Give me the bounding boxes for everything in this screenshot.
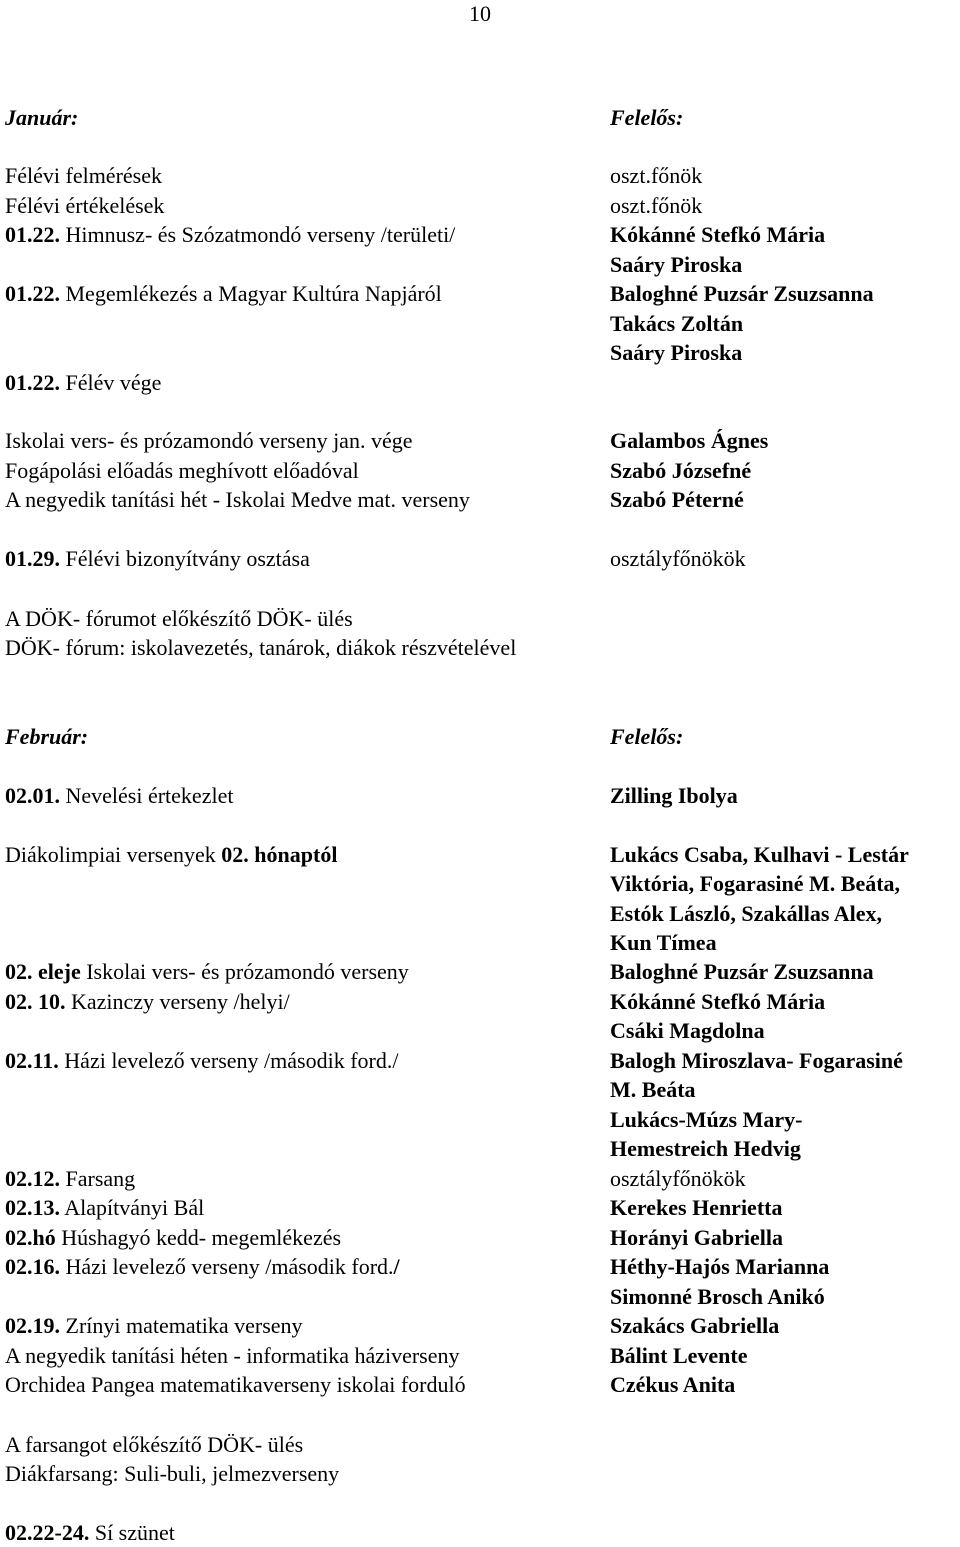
february-event: [5, 958, 409, 986]
february-event-date: 02.12.: [5, 1166, 60, 1191]
february-responsible: Kun Tímea: [610, 930, 717, 955]
february-responsible: Lukács Csaba, Kulhavi - Lestár: [610, 842, 909, 867]
february-responsible: Estók László, Szakállas Alex,: [610, 901, 882, 926]
january-responsible: Galambos Ágnes: [610, 428, 769, 453]
february-responsible: Lukács-Múzs Mary-: [610, 1107, 803, 1132]
january-event-text: Megemlékezés a Magyar Kultúra Napjáról: [60, 281, 442, 306]
january-responsible: Saáry Piroska: [610, 252, 743, 277]
february-event-emphasis: /: [393, 1254, 400, 1279]
february-responsible: Csáki Magdolna: [610, 1018, 765, 1043]
february-event: [5, 1194, 204, 1222]
february-event-text: Zrínyi matematika verseny: [60, 1313, 303, 1338]
january-event-date: 01.22.: [5, 370, 60, 395]
january-event-text: A negyedik tanítási hét - Iskolai Medve mat. verseny: [5, 487, 470, 512]
february-event-text: Házi levelező verseny /második ford.: [60, 1254, 394, 1279]
page-number: 10: [469, 1, 491, 26]
february-event: [5, 1224, 341, 1252]
february-event: [5, 1047, 398, 1075]
february-event-text: Farsang: [60, 1166, 136, 1191]
february-responsible: Szakács Gabriella: [610, 1313, 780, 1338]
january-event-text: Félévi felmérések: [5, 163, 162, 188]
february-event-date: 02.19.: [5, 1313, 60, 1338]
february-event: [5, 841, 337, 869]
february-event-date: 02.hó: [5, 1225, 56, 1250]
february-responsible: Viktória, Fogarasiné M. Beáta,: [610, 871, 901, 896]
february-responsible: Baloghné Puzsár Zsuzsanna: [610, 959, 874, 984]
february-event: [5, 988, 290, 1016]
january-event: [5, 605, 353, 633]
february-event-text: Diákfarsang: Suli-buli, jelmezverseny: [5, 1461, 340, 1486]
january-event-text: Félév vége: [60, 370, 162, 395]
february-event-date: 02.13.: [5, 1195, 60, 1220]
january-responsible: Szabó Józsefné: [610, 458, 752, 483]
january-event-date: 01.22.: [5, 222, 60, 247]
february-event-date: 02.11.: [5, 1048, 59, 1073]
february-responsible: Hemestreich Hedvig: [610, 1136, 801, 1161]
february-event: [5, 1312, 303, 1340]
february-event: [5, 1253, 400, 1281]
february-event-text: Nevelési értekezlet: [60, 783, 234, 808]
february-event-text: A negyedik tanítási héten - informatika háziverseny: [5, 1343, 460, 1368]
january-event-text: Félévi értékelések: [5, 193, 165, 218]
february-event-text: A farsangot előkészítő DÖK- ülés: [5, 1432, 304, 1457]
february-event-date: 02.16.: [5, 1254, 60, 1279]
january-responsible: oszt.főnök: [610, 163, 703, 188]
january-event-date: 01.22.: [5, 281, 60, 306]
february-event: [5, 782, 233, 810]
february-event-date: 02.22-24.: [5, 1520, 90, 1545]
february-responsible: Balogh Miroszlava- Fogarasiné: [610, 1048, 903, 1073]
february-responsible: Kerekes Henrietta: [610, 1195, 783, 1220]
january-event: [5, 162, 162, 190]
january-responsible: osztályfőnökök: [610, 546, 746, 571]
february-heading: Február:: [5, 724, 89, 749]
february-event: [5, 1460, 339, 1488]
february-event-text: Sí szünet: [89, 1520, 175, 1545]
january-event: [5, 634, 516, 662]
january-event-text: Iskolai vers- és prózamondó verseny jan. vége: [5, 428, 413, 453]
february-responsible: Héthy-Hajós Marianna: [610, 1254, 830, 1279]
january-event-text: Himnusz- és Szózatmondó verseny /területi/: [60, 222, 456, 247]
january-event: [5, 427, 412, 455]
january-responsible: Kókánné Stefkó Mária: [610, 222, 826, 247]
january-event: [5, 192, 164, 220]
january-event: [5, 280, 442, 308]
february-event-date: 02. 10.: [5, 989, 66, 1014]
january-responsible: Szabó Péterné: [610, 487, 744, 512]
january-heading: Január:: [5, 105, 79, 130]
january-event-date: 01.29.: [5, 546, 60, 571]
february-event-text: Iskolai vers- és prózamondó verseny: [80, 959, 409, 984]
february-event-date: 02.01.: [5, 783, 60, 808]
february-event: [5, 1342, 460, 1370]
february-responsible: Kókánné Stefkó Mária: [610, 989, 826, 1014]
february-event-text: Alapítványi Bál: [60, 1195, 205, 1220]
january-responsible: Baloghné Puzsár Zsuzsanna: [610, 281, 874, 306]
february-responsible: Czékus Anita: [610, 1372, 736, 1397]
february-event-text: Diákolimpiai versenyek: [5, 842, 222, 867]
january-responsible: Takács Zoltán: [610, 311, 744, 336]
february-responsible-heading: Felelős:: [610, 724, 684, 749]
january-event: [5, 369, 161, 397]
february-responsible: osztályfőnökök: [610, 1166, 746, 1191]
february-event: [5, 1371, 466, 1399]
february-event-emphasis: 02. hónaptól: [221, 842, 338, 867]
january-event: [5, 545, 310, 573]
february-event-date: 02. eleje: [5, 959, 81, 984]
january-event-text: A DÖK- fórumot előkészítő DÖK- ülés: [5, 606, 353, 631]
january-event: [5, 486, 470, 514]
january-responsible: Saáry Piroska: [610, 340, 743, 365]
january-responsible: oszt.főnök: [610, 193, 703, 218]
january-responsible-heading: Felelős:: [610, 105, 684, 130]
february-responsible: Bálint Levente: [610, 1343, 748, 1368]
february-event-text: Házi levelező verseny /második ford./: [58, 1048, 399, 1073]
february-event: [5, 1431, 303, 1459]
february-event-text: Orchidea Pangea matematikaverseny iskolai forduló: [5, 1372, 466, 1397]
february-responsible: Horányi Gabriella: [610, 1225, 783, 1250]
february-responsible: M. Beáta: [610, 1077, 696, 1102]
january-event: [5, 221, 455, 249]
february-event-text: Kazinczy verseny /helyi/: [65, 989, 290, 1014]
january-event-text: Fogápolási előadás meghívott előadóval: [5, 458, 359, 483]
february-responsible: Zilling Ibolya: [610, 783, 738, 808]
february-event: [5, 1165, 135, 1193]
february-event-text: Húshagyó kedd- megemlékezés: [55, 1225, 342, 1250]
january-event-text: Félévi bizonyítvány osztása: [60, 546, 310, 571]
january-event: [5, 457, 359, 485]
february-responsible: Simonné Brosch Anikó: [610, 1284, 825, 1309]
january-event-text: DÖK- fórum: iskolavezetés, tanárok, diákok részvételével: [5, 635, 517, 660]
